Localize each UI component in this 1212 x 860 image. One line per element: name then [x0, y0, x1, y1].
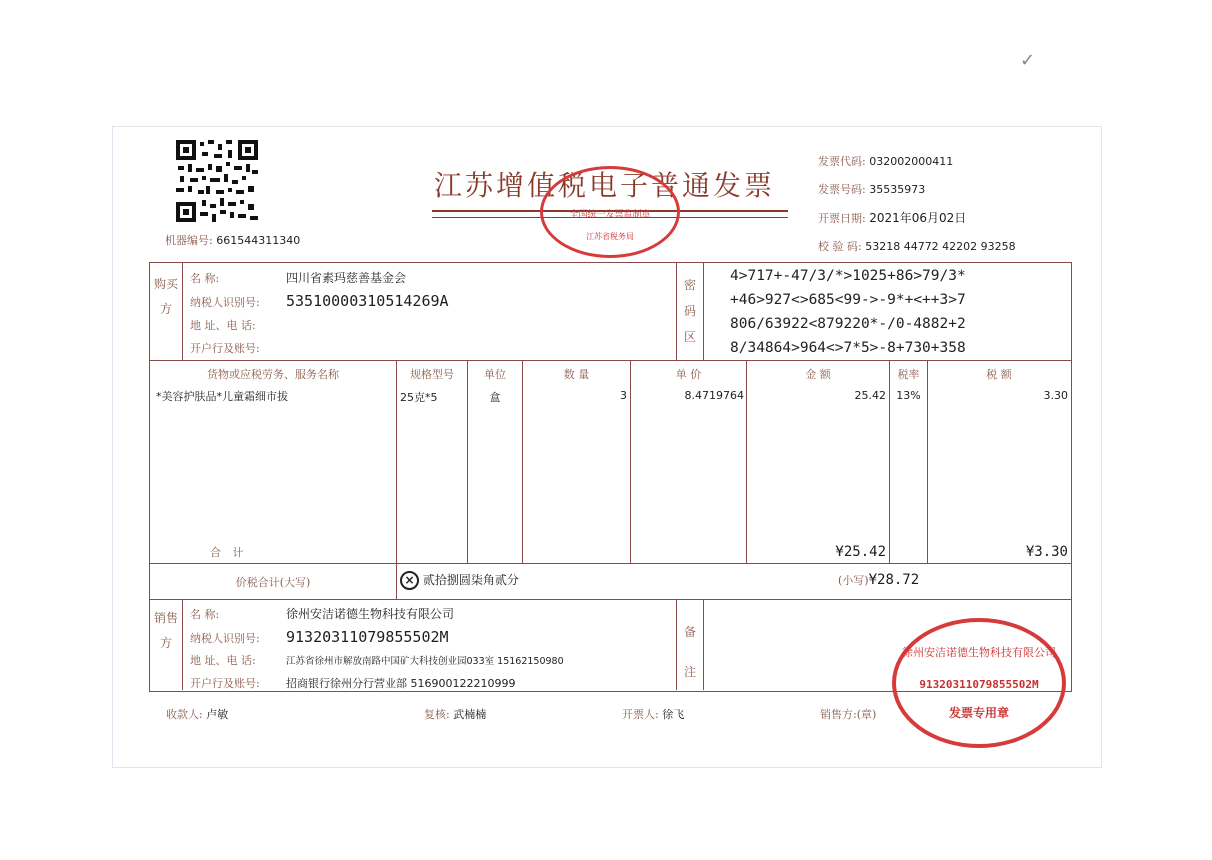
payee: 收款人: 卢敏 [166, 708, 229, 721]
item-unit: 盒 [489, 391, 501, 404]
total-amount: ¥25.42 [835, 544, 886, 560]
item-amount: 25.42 [854, 389, 886, 402]
seller-bank-row: 开户行及账号: 招商银行徐州分行营业部 516900122210999 [190, 677, 516, 690]
machine-number: 机器编号: 661544311340 [165, 234, 301, 247]
divider [676, 599, 677, 690]
item-name: *美容护肤品*儿童霜细市拔 [156, 390, 288, 403]
item-price: 8.4719764 [684, 389, 744, 402]
seller-address-row: 地 址、电 话: 江苏省徐州市解放南路中国矿大科技创业园033室 15162150980 [190, 654, 564, 667]
seller-tax-id-row: 纳税人识别号: 91320311079855502M [190, 628, 449, 646]
divider [149, 360, 1071, 361]
company-seal: 徐州安洁诺德生物科技有限公司 91320311079855502M 发票专用章 [892, 618, 1066, 748]
seller-name-row: 名 称: 徐州安洁诺德生物科技有限公司 [190, 607, 455, 621]
seller-seal-label: 销售方:(章) [820, 708, 877, 721]
remarks-section-label: 备注 [683, 625, 696, 679]
divider [703, 262, 704, 360]
invoice-code-row: 发票代码: 032002000411 [818, 155, 954, 168]
invoice-number-row: 发票号码: 35535973 [818, 183, 926, 196]
item-spec: 25克*5 [400, 391, 438, 404]
reviewer: 复核: 武楠楠 [424, 708, 487, 721]
divider [182, 262, 183, 360]
divider [149, 599, 1071, 600]
divider [396, 563, 397, 599]
cipher-section-label: 密码区 [683, 278, 696, 344]
grand-total-label: 价税合计(大写) [235, 576, 311, 589]
total-label: 合 计 [210, 546, 248, 559]
buyer-address-row: 地 址、电 话: [190, 319, 256, 332]
grand-total-words: × 贰拾捌圆柒角贰分 [400, 571, 519, 590]
cipher-area [730, 264, 966, 360]
item-tax: 3.30 [1043, 389, 1068, 402]
cipher-line: 8/34864>964<>7*5>-8+730+358 [730, 340, 966, 356]
item-rate: 13% [896, 389, 921, 402]
column-header-price: 单 价 [675, 368, 702, 381]
column-header-amount: 金 额 [805, 368, 831, 381]
buyer-name-row: 名 称: 四川省素玛慈善基金会 [190, 271, 407, 285]
column-header-spec: 规格型号 [410, 368, 454, 381]
invoice-title: 江苏增值税电子普通发票 [434, 169, 776, 202]
cipher-line: 806/63922<879220*-/0-4882+2 [730, 316, 966, 332]
cross-circle-icon: × [400, 571, 419, 590]
issue-date-row: 开票日期: 2021年06月02日 [818, 211, 967, 225]
column-header-rate: 税率 [897, 368, 920, 381]
check-code-row: 校 验 码: 53218 44772 42202 93258 [818, 240, 1016, 253]
invoice-meta [818, 148, 1016, 261]
column-header-tax: 税 额 [986, 368, 1012, 381]
divider [182, 599, 183, 690]
seller-section-label: 销售方 [153, 611, 178, 650]
check-mark: ✓ [1020, 50, 1036, 71]
buyer-section-label: 购买方 [153, 277, 178, 316]
total-tax: ¥3.30 [1025, 544, 1068, 560]
cipher-line: 4>717+-47/3/*>1025+86>79/3* [730, 268, 966, 284]
buyer-info [190, 267, 670, 360]
tax-bureau-seal: 全国统一发票监制章 江苏省税务局 [540, 166, 680, 258]
column-header-name: 货物或应税劳务、服务名称 [207, 368, 339, 381]
issuer: 开票人: 徐飞 [622, 708, 685, 721]
item-qty: 3 [620, 389, 627, 402]
buyer-tax-id-row: 纳税人识别号: 53510000310514269A [190, 292, 449, 310]
grand-total-small: (小写)¥28.72 [838, 572, 920, 588]
divider [703, 599, 704, 690]
column-header-qty: 数 量 [563, 368, 590, 381]
cipher-line: +46>927<>685<99->-9*+<++3>7 [730, 292, 966, 308]
seller-info [190, 603, 672, 695]
buyer-bank-row: 开户行及账号: [190, 342, 260, 355]
divider [396, 360, 397, 563]
qr-code [176, 140, 258, 222]
column-header-unit: 单位 [484, 368, 506, 381]
divider [676, 262, 677, 360]
divider [149, 563, 1071, 564]
